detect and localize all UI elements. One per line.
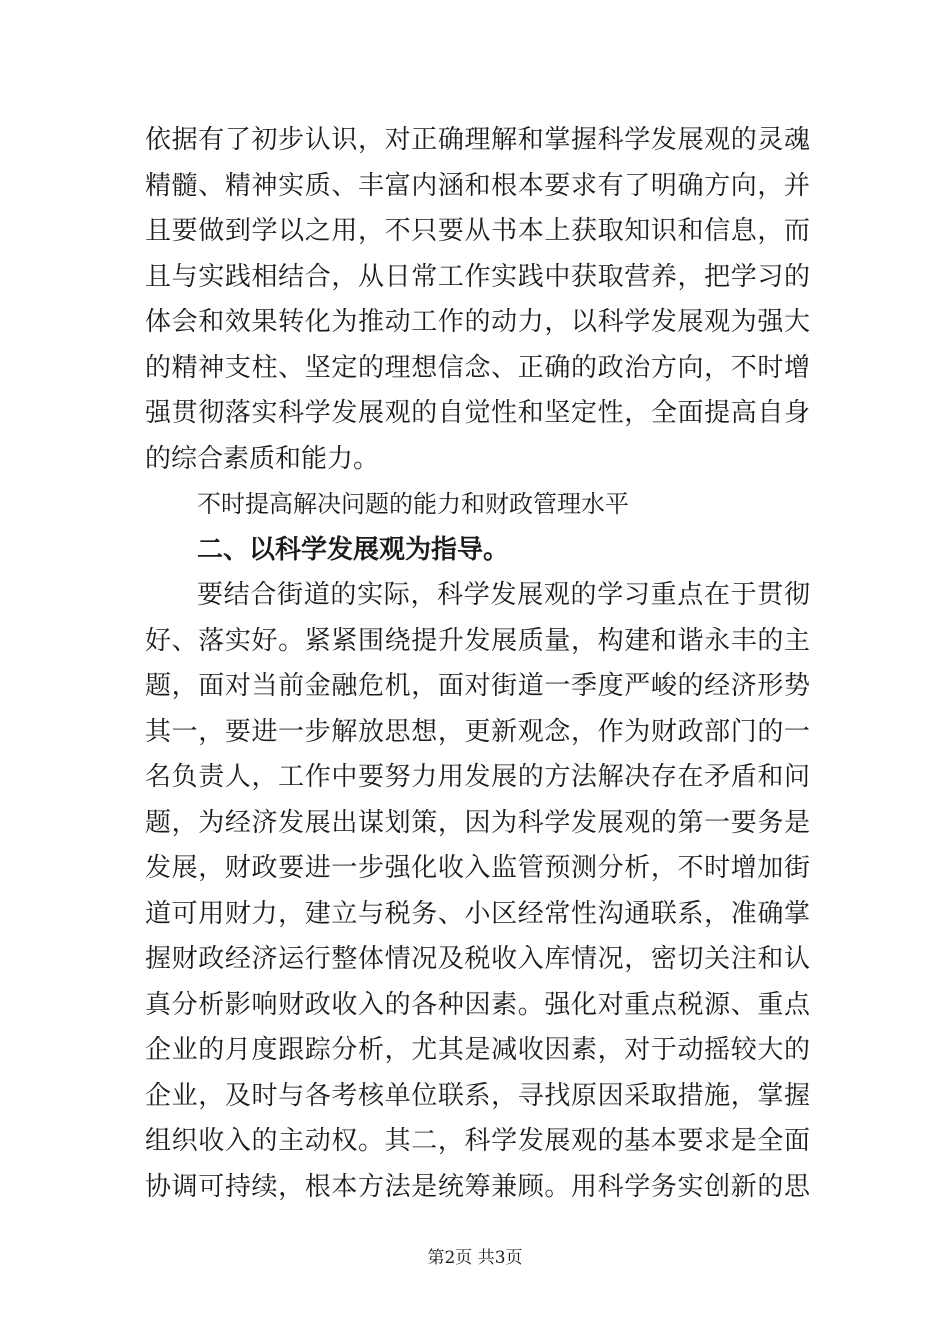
text-line: 道可用财力，建立与税务、小区经常性沟通联系，准确掌 (145, 898, 810, 929)
text-line: 好、落实好。紧紧围绕提升发展质量，构建和谐永丰的主 (145, 625, 810, 656)
section-subtitle: 不时提高解决问题的能力和财政管理水平 (197, 490, 629, 518)
text-line: 的综合素质和能力。 (145, 443, 380, 474)
page-number-label: 第2页 共3页 (427, 1248, 523, 1268)
text-line: 企业，及时与各考核单位联系，寻找原因采取措施，掌握 (145, 1080, 810, 1111)
text-line: 且与实践相结合，从日常工作实践中获取营养，把学习的 (145, 261, 810, 292)
text-line: 要结合街道的实际，科学发展观的学习重点在于贯彻 (197, 580, 810, 610)
text-line: 真分析影响财政收入的各种因素。强化对重点税源、重点 (145, 989, 810, 1020)
text-line: 其一，要进一步解放思想，更新观念，作为财政部门的一 (145, 716, 810, 747)
text-line: 握财政经济运行整体情况及税收入库情况，密切关注和认 (145, 944, 810, 974)
text-line: 体会和效果转化为推动工作的动力，以科学发展观为强大 (145, 307, 810, 337)
text-line: 题，面对当前金融危机，面对街道一季度严峻的经济形势 (145, 671, 810, 701)
text-line: 名负责人，工作中要努力用发展的方法解决存在矛盾和问 (145, 762, 810, 792)
text-line: 精髓、精神实质、丰富内涵和根本要求有了明确方向，并 (145, 170, 810, 201)
text-line: 强贯彻落实科学发展观的自觉性和坚定性，全面提高自身 (145, 398, 810, 428)
text-line: 依据有了初步认识，对正确理解和掌握科学发展观的灵魂 (145, 125, 810, 155)
text-line: 且要做到学以之用，不只要从书本上获取知识和信息，而 (145, 216, 810, 246)
text-line: 企业的月度跟踪分析，尤其是减收因素，对于动摇较大的 (145, 1035, 810, 1065)
section-heading: 二、以科学发展观为指导。 (197, 534, 510, 565)
text-line: 组织收入的主动权。其二，科学发展观的基本要求是全面 (145, 1126, 810, 1156)
text-line: 发展，财政要进一步强化收入监管预测分析，不时增加街 (145, 853, 810, 883)
document-body (145, 118, 810, 1210)
page-footer (0, 1243, 950, 1268)
text-line: 题，为经济发展出谋划策，因为科学发展观的第一要务是 (145, 807, 810, 838)
text-line: 协调可持续，根本方法是统筹兼顾。用科学务实创新的思 (145, 1171, 810, 1202)
text-line: 的精神支柱、坚定的理想信念、正确的政治方向，不时增 (145, 352, 810, 383)
